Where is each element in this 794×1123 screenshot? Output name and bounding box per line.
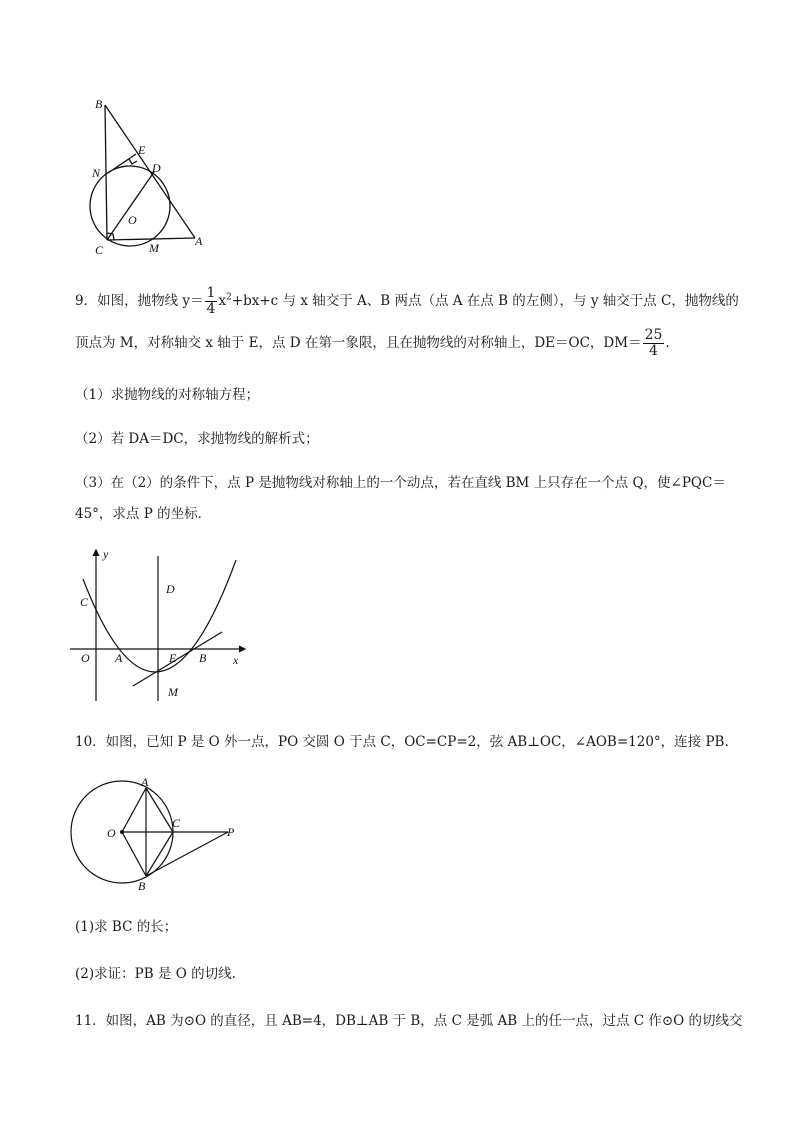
label-A: A	[115, 651, 123, 665]
q9-fraction-quarter	[205, 286, 218, 317]
label-M: M	[149, 241, 159, 255]
q9-part-3-line-2: 45°，求点 P 的坐标．	[75, 506, 212, 522]
label-P: P	[227, 825, 235, 839]
q11-text: 11．如图，AB 为⊙O 的直径，且 AB=4，DB⊥AB 于 B，点 C 是弧 AB 上的任一点，过点 C 作⊙O 的切线交	[75, 1013, 743, 1029]
q9-fraction-dm	[643, 328, 665, 359]
label-O: O	[128, 213, 137, 227]
figure-circle-tangent	[68, 774, 248, 896]
q9-line2-b: .	[665, 335, 670, 351]
q9-frac-den: 4	[206, 301, 216, 317]
label-O: O	[107, 826, 116, 840]
label-D: D	[152, 161, 161, 175]
label-B: B	[199, 651, 207, 665]
label-E: E	[138, 143, 146, 157]
q9-part-1: （1）求抛物线的对称轴方程；	[75, 387, 260, 403]
q9-part-3-line-1: （3）在（2）的条件下，点 P 是抛物线对称轴上的一个动点，若在直线 BM 上只存在一个点 Q，使∠PQC＝	[75, 475, 726, 491]
figure-parabola	[70, 546, 255, 706]
q10-part-2: (2)求证：PB 是 O 的切线.	[75, 966, 236, 982]
q9-intro-a: 9．如图，抛物线 y＝	[75, 293, 204, 309]
q9-part-2: （2）若 DA＝DC，求抛物线的解析式；	[75, 431, 319, 447]
label-A: A	[195, 234, 203, 248]
label-D: D	[166, 582, 175, 596]
q9-line-1	[75, 286, 739, 317]
q9-frac-num: 1	[206, 285, 216, 301]
q9-dm-den: 4	[649, 343, 658, 359]
label-C: C	[80, 595, 89, 609]
figure-triangle-incircle	[85, 92, 210, 260]
axis-y-label: y	[103, 547, 109, 561]
q9-intro-c: +bx+c 与 x 轴交于 A、B 两点（点 A 在点 B 的左侧），与 y 轴交于点 C，抛物线的	[231, 293, 739, 309]
label-B: B	[138, 879, 146, 893]
label-N: N	[92, 166, 101, 180]
q9-line2-a: 顶点为 M，对称轴交 x 轴于 E，点 D 在第一象限，且在抛物线的对称轴上，DE＝OC，DM＝	[75, 335, 642, 351]
q9-dm-num: 25	[644, 327, 663, 343]
q9-line-2	[75, 328, 670, 359]
q9-intro-b: x	[218, 293, 227, 309]
label-M: M	[168, 685, 178, 699]
q10-text: 10．如图，已知 P 是 O 外一点，PO 交圆 O 于点 C，OC=CP=2，弦 AB⊥OC，∠AOB=120°，连接 PB.	[75, 734, 729, 750]
q10-part-1: (1)求 BC 的长；	[75, 919, 178, 935]
q9-sup: 2	[226, 292, 232, 303]
label-O: O	[81, 651, 90, 665]
label-E: E	[169, 651, 177, 665]
label-C: C	[95, 243, 104, 257]
label-A: A	[141, 775, 149, 789]
label-B: B	[95, 97, 103, 111]
label-C: C	[172, 816, 181, 830]
axis-x-label: x	[233, 653, 239, 667]
